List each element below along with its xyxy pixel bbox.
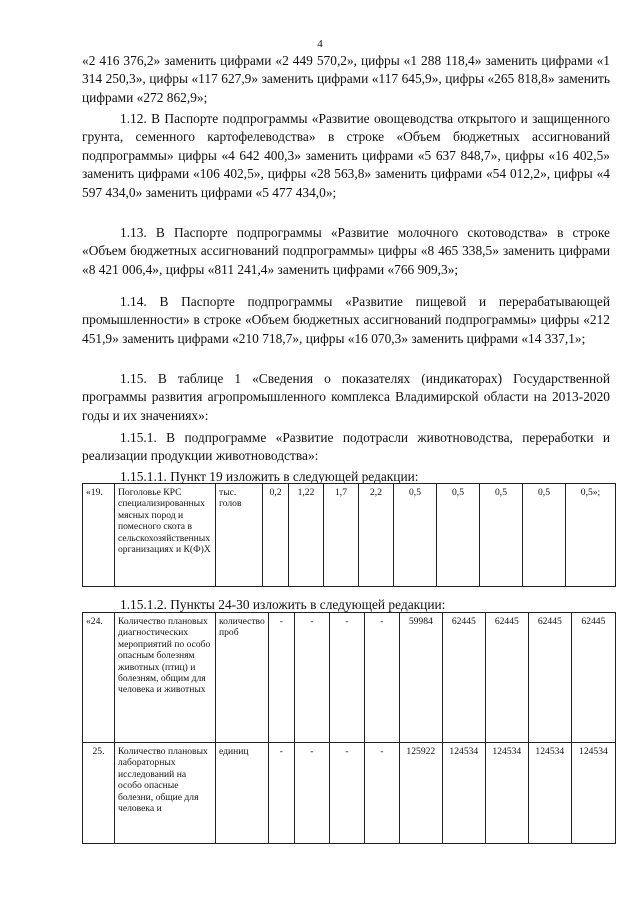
indicator-table-item-19 [82, 483, 616, 587]
value-cell: 62445 [442, 613, 485, 743]
paragraph-1-15: 1.15. В таблице 1 «Сведения о показателях (индикаторах) Государственной программы развития агропромышленного комплекса Владимирской области на 2013-2020 годы и их значениях»: [82, 371, 610, 423]
value-cell: 124534 [571, 743, 615, 844]
value-cell: 0,5 [480, 484, 523, 587]
value-cell: - [294, 613, 329, 743]
value-cell: - [364, 613, 399, 743]
value-cell: - [268, 743, 294, 844]
row-number: 25. [83, 743, 115, 844]
paragraph-1-13: 1.13. В Паспорте подпрограммы «Развитие молочного скотоводства» в строке «Объем бюджетных ассигнований подпрограммы» цифры «8 465 338,5» заменить цифрами «8 421 006,4», цифры «811 241,4» заменить цифрами «766 909,3»; [82, 225, 610, 277]
value-cell: 124534 [442, 743, 485, 844]
row-number: «24. [83, 613, 115, 743]
page-number: 4 [317, 38, 323, 50]
value-cell: - [294, 743, 329, 844]
value-cell: 125922 [399, 743, 442, 844]
value-cell: 62445 [485, 613, 528, 743]
value-cell: 2,2 [359, 484, 394, 587]
value-cell: - [329, 743, 364, 844]
indicator-name: Количество плановых диагностических мероприятий по особо опасным болезням животных (птиц) и болезням, общим для человека и животных [115, 613, 216, 743]
value-cell: - [329, 613, 364, 743]
value-cell: 1,22 [289, 484, 324, 587]
value-cell: - [364, 743, 399, 844]
value-cell: 0,5»; [566, 484, 616, 587]
value-cell: 124534 [485, 743, 528, 844]
value-cell: 1,7 [324, 484, 359, 587]
paragraph-1-14: 1.14. В Паспорте подпрограммы «Развитие пищевой и перерабатывающей промышленности» в строке «Объем бюджетных ассигнований подпрограммы» цифры «212 451,9» заменить цифрами «210 718,7», цифры «16 070,3» заменить цифрами «14 337,1»; [82, 294, 610, 346]
value-cell: 124534 [528, 743, 571, 844]
value-cell: 0,2 [263, 484, 289, 587]
unit-cell: единиц [216, 743, 269, 844]
value-cell: 0,5 [437, 484, 480, 587]
paragraph-1-15-1: 1.15.1. В подпрограмме «Развитие подотрасли животноводства, переработки и реализации продукции животноводства»: [82, 430, 610, 464]
unit-cell: количество проб [216, 613, 269, 743]
unit-cell: тыс. голов [216, 484, 263, 587]
row-number: «19. [83, 484, 115, 587]
value-cell: 0,5 [394, 484, 437, 587]
table-row [83, 743, 616, 844]
indicator-name: Количество плановых лабораторных исследований на особо опасные болезни, общие для человека и [115, 743, 216, 844]
value-cell: 0,5 [523, 484, 566, 587]
paragraph-1-12: 1.12. В Паспорте подпрограммы «Развитие овощеводства открытого и защищенного грунта, семенного картофелеводства» в строке «Объем бюджетных ассигнований подпрограммы» цифры «4 642 400,3» заменить цифрами «5 637 848,7», цифры «16 402,5» заменить цифрами «106 402,5», цифры «28 563,8» заменить цифрами «54 012,2», цифры «4 597 434,0» заменить цифрами «5 477 434,0»; [82, 111, 610, 200]
value-cell: 62445 [571, 613, 615, 743]
value-cell: 62445 [528, 613, 571, 743]
indicator-table-items-24-30 [82, 612, 616, 844]
subheading-items-24-30: 1.15.1.2. Пункты 24-30 изложить в следующей редакции: [120, 597, 446, 612]
paragraph-continuation: «2 416 376,2» заменить цифрами «2 449 570,2», цифры «1 288 118,4» заменить цифрами «1 314 250,3», цифры «117 627,9» заменить цифрами «117 645,9», цифры «265 818,8» заменить цифрами «272 862,9»; [82, 53, 610, 105]
value-cell: - [268, 613, 294, 743]
table-row [83, 484, 616, 587]
subheading-item-19: 1.15.1.1. Пункт 19 изложить в следующей редакции: [120, 469, 419, 484]
table-row [83, 613, 616, 743]
value-cell: 59984 [399, 613, 442, 743]
indicator-name: Поголовье КРС специализированных мясных пород и помесного скота в сельскохозяйственных организациях и К(Ф)Х [115, 484, 216, 587]
